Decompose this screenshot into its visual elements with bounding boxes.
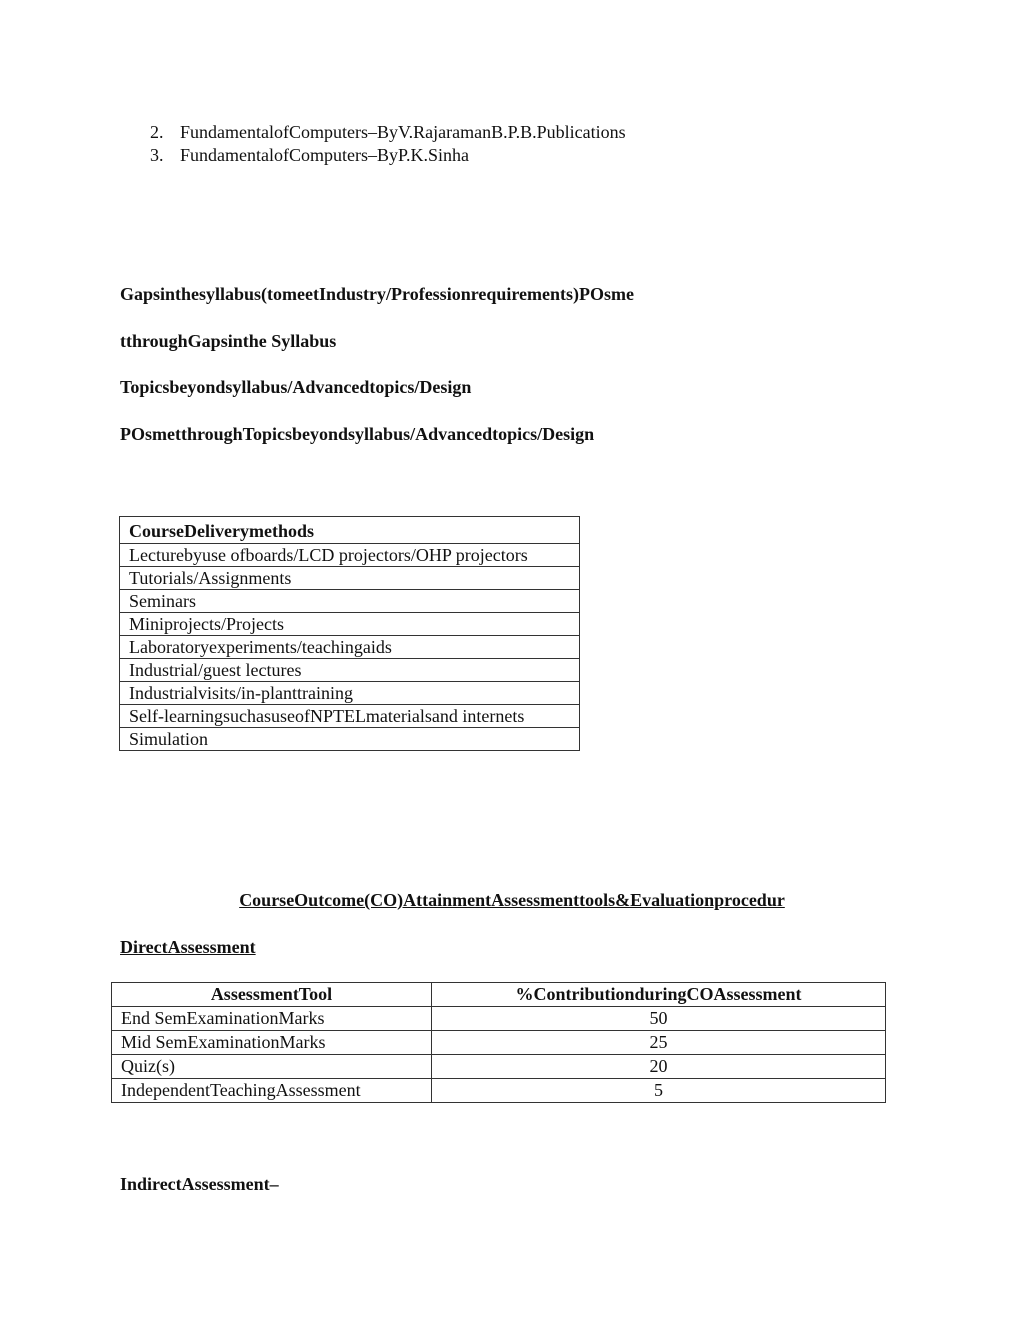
table-row bbox=[120, 659, 580, 682]
list-item bbox=[150, 121, 626, 144]
table-cell: Industrial/guest lectures bbox=[120, 659, 580, 682]
table-header-row bbox=[112, 983, 886, 1007]
topics-heading: Topicsbeyondsyllabus/Advancedtopics/Design bbox=[120, 377, 472, 397]
gaps-heading-line-1: Gapsinthesyllabus(tomeetIndustry/Professionrequirements)POsme bbox=[120, 284, 635, 304]
table-cell: Seminars bbox=[120, 590, 580, 613]
table-cell: Simulation bbox=[120, 728, 580, 751]
table-row bbox=[120, 567, 580, 590]
value-cell: 25 bbox=[432, 1031, 886, 1055]
table-cell: Tutorials/Assignments bbox=[120, 567, 580, 590]
table-row bbox=[120, 636, 580, 659]
value-cell: 5 bbox=[432, 1079, 886, 1103]
delivery-methods-table bbox=[119, 516, 580, 751]
table-row bbox=[120, 728, 580, 751]
table-row bbox=[112, 1007, 886, 1031]
table-row bbox=[120, 705, 580, 728]
indirect-assessment-heading: IndirectAssessment– bbox=[120, 1174, 279, 1194]
value-cell: 50 bbox=[432, 1007, 886, 1031]
list-item bbox=[150, 144, 626, 167]
tool-cell: Quiz(s) bbox=[112, 1055, 432, 1079]
reference-list bbox=[150, 121, 626, 167]
table-cell: Self-learningsuchasuseofNPTELmaterialsand internets bbox=[120, 705, 580, 728]
direct-assessment-heading: DirectAssessment bbox=[120, 937, 256, 957]
value-cell: 20 bbox=[432, 1055, 886, 1079]
pos-heading: POsmetthroughTopicsbeyondsyllabus/Advancedtopics/Design bbox=[120, 424, 595, 444]
table-row bbox=[112, 1079, 886, 1103]
gaps-heading-line-2: tthroughGapsinthe Syllabus bbox=[120, 331, 337, 351]
co-attainment-heading: CourseOutcome(CO)AttainmentAssessmenttools&Evaluationprocedur bbox=[239, 890, 785, 910]
table-cell: Laboratoryexperiments/teachingaids bbox=[120, 636, 580, 659]
table-cell: Industrialvisits/in-planttraining bbox=[120, 682, 580, 705]
reference-text: FundamentalofComputers–ByP.K.Sinha bbox=[180, 145, 469, 165]
table-row bbox=[112, 1031, 886, 1055]
table-cell: Miniprojects/Projects bbox=[120, 613, 580, 636]
tool-cell: Mid SemExaminationMarks bbox=[112, 1031, 432, 1055]
tool-cell: End SemExaminationMarks bbox=[112, 1007, 432, 1031]
list-number: 2. bbox=[150, 122, 164, 142]
direct-assessment-table bbox=[111, 982, 886, 1103]
list-number: 3. bbox=[150, 145, 164, 165]
table-header: CourseDeliverymethods bbox=[120, 517, 580, 544]
reference-text: FundamentalofComputers–ByV.RajaramanB.P.B.Publications bbox=[180, 122, 626, 142]
table-cell: Lecturebyuse ofboards/LCD projectors/OHP projectors bbox=[120, 544, 580, 567]
column-header-tool: AssessmentTool bbox=[112, 983, 432, 1007]
table-row bbox=[120, 613, 580, 636]
table-row bbox=[120, 544, 580, 567]
tool-cell: IndependentTeachingAssessment bbox=[112, 1079, 432, 1103]
column-header-contribution: %ContributionduringCOAssessment bbox=[432, 983, 886, 1007]
table-row bbox=[112, 1055, 886, 1079]
table-row bbox=[120, 590, 580, 613]
table-row bbox=[120, 682, 580, 705]
